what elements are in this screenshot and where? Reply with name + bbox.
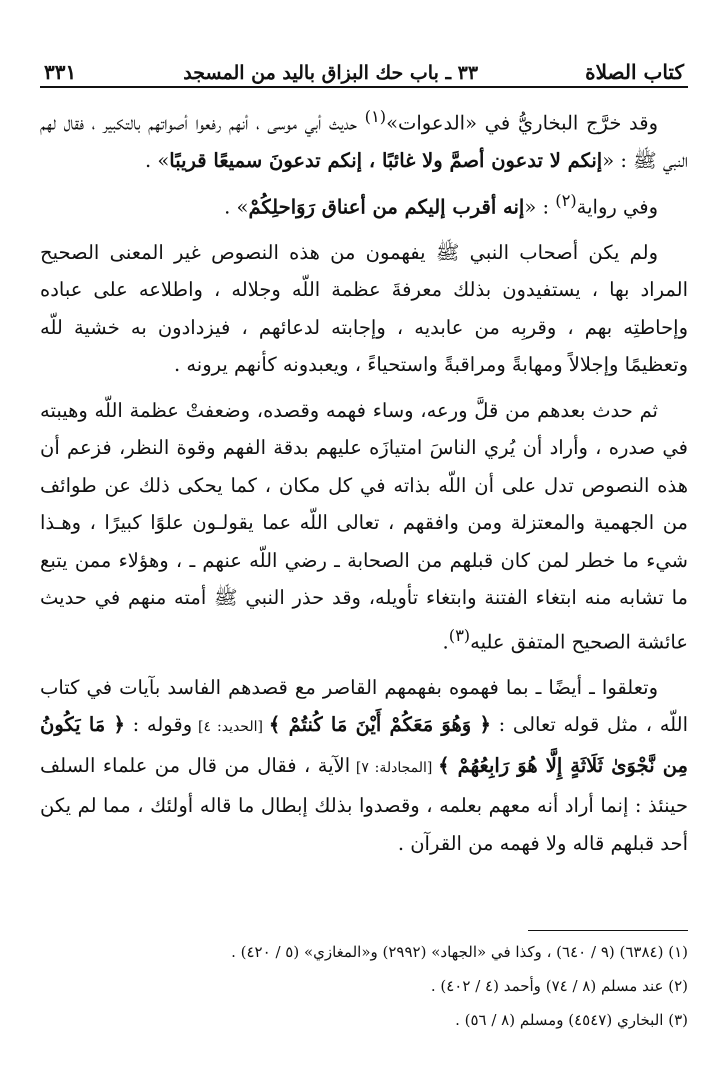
paragraph-1-text-b: حديث أبي موسى ، أنهم رفعوا أصواتهم بالتكبير ، فقال لهم النبي ﷺ : « (40, 111, 688, 172)
paragraph-5-text-b: وقوله : (124, 713, 193, 736)
paragraph-5 (40, 669, 688, 863)
footnote-marker-3: (٣) (448, 625, 471, 645)
hadith-quote-1: إنكم لا تدعون أصمَّ ولا غائبًا ، إنكم تدعونَ سميعًا قريبًا (169, 149, 603, 172)
paragraph-1-text-a: وقد خرَّج البخاريُّ في «الدعوات» (386, 111, 658, 135)
footnote-2: (٢) عند مسلم (٨ / ٧٤) وأحمد (٤ / ٤٠٢) . (430, 977, 688, 995)
running-header (40, 50, 688, 88)
paragraph-5-text-a: وتعلقوا ـ أيضًا ـ بما فهموه بفهمهم القاصر مع قصدهم الفاسد بآيات في كتاب اللّه ، مثل قوله تعالى : (40, 675, 688, 736)
paragraph-2-text-b: : « (524, 195, 556, 218)
verse-reference-1: [الحديد: ٤] (192, 719, 269, 735)
paragraph-2-text-c: » . (224, 195, 249, 218)
paragraph-1-text-c: » . (144, 149, 170, 172)
paragraph-3: ولم يكن أصحاب النبي ﷺ يفهمون من هذه النصوص غير المعنى الصحيح المراد بها ، يستفيدون بذلك معرفةَ عظمة اللّه وجلاله ، واطلاعه على عباده وإحاطتِه بهم ، وقربِه من عابديه ، وإجابته لدعائهم ، فيزدادون به خشية للّه وتعظيمًا وإجلالاً ومهابةً ومراقبةً واستحياءً ، ويعبدونه كأنهم يرونه . (40, 240, 688, 376)
paragraph-5-text-c: الآية ، فقال من قال من علماء السلف حينئذ : إنما أراد أنه معهم بعلمه ، وقصدوا بذلك إبطال ما قاله أولئك ، مما لم يكن أحد قبلهم قاله ولا فهمه من القرآن . (40, 753, 688, 855)
paragraph-4-text-a: ثم حدث بعدهم من قلَّ ورعه، وساء فهمه وقصده، وضعفتْ عظمة اللّه وهيبته في صدره ، وأراد أن يُري الناسَ امتيازَه عليهم بدقة الفهم وقوة النظر، فزعم أن هذه النصوص تدل على أن اللّه بذاته في كل مكان ، كما يحكى ذلك عن طوائف من الجهمية والمعتزلة ومن وافقهم ، تعالى اللّه عما يقولـون علوًا كبيرًا ، وهـذا شيء ما خطر لمن كان قبلهم من الصحابة ـ رضي اللّه عنهم ـ ، وهؤلاء ممن يتبع ما تشابه منه ابتغاء الفتنة وابتغاء تأويله، وقد حذر النبي ﷺ أمته منهم في حديث عائشة الصحيح المتفق عليه (40, 398, 688, 653)
paragraph-4 (40, 392, 688, 661)
paragraph-4-text-b: . (442, 630, 449, 653)
page-number: ٣٣١ (44, 60, 77, 84)
paragraph-1 (40, 98, 688, 180)
main-text (40, 98, 688, 862)
footnote-1: (١) (٦٣٨٤) (٩ / ٦٤٠) ، وكذا في «الجهاد» (٢٩٩٢) و«المغازي» (٥ / ٤٢٠) . (231, 943, 688, 961)
quran-verse-2: ﴿ مَا يَكُونُ مِن نَّجْوَىٰ ثَلَاثَةٍ إِلَّا هُوَ رَابِعُهُمْ ﴾ (40, 713, 688, 777)
footnote-marker-2: (٢) (555, 190, 577, 210)
book-title: كتاب الصلاة (585, 60, 684, 84)
paragraph-2 (40, 182, 688, 226)
chapter-title: ٣٣ ـ باب حك البزاق باليد من المسجد (183, 62, 479, 84)
footnote-3: (٣) البخاري (٤٥٤٧) ومسلم (٨ / ٥٦) . (455, 1011, 688, 1029)
footnotes (40, 930, 688, 1037)
hadith-quote-2: إنه أقرب إليكم من أعناق رَوَاحلِكُمْ (248, 195, 525, 218)
paragraph-2-text-a: وفي رواية (576, 195, 658, 218)
footnote-divider (528, 930, 688, 931)
book-page (40, 50, 688, 1054)
footnote-marker-1: (١) (364, 107, 387, 126)
verse-reference-2: [المجادلة: ٧] (350, 759, 439, 776)
quran-verse-1: ﴿ وَهُوَ مَعَكُمْ أَيْنَ مَا كُنتُمْ ﴾ (268, 713, 491, 736)
